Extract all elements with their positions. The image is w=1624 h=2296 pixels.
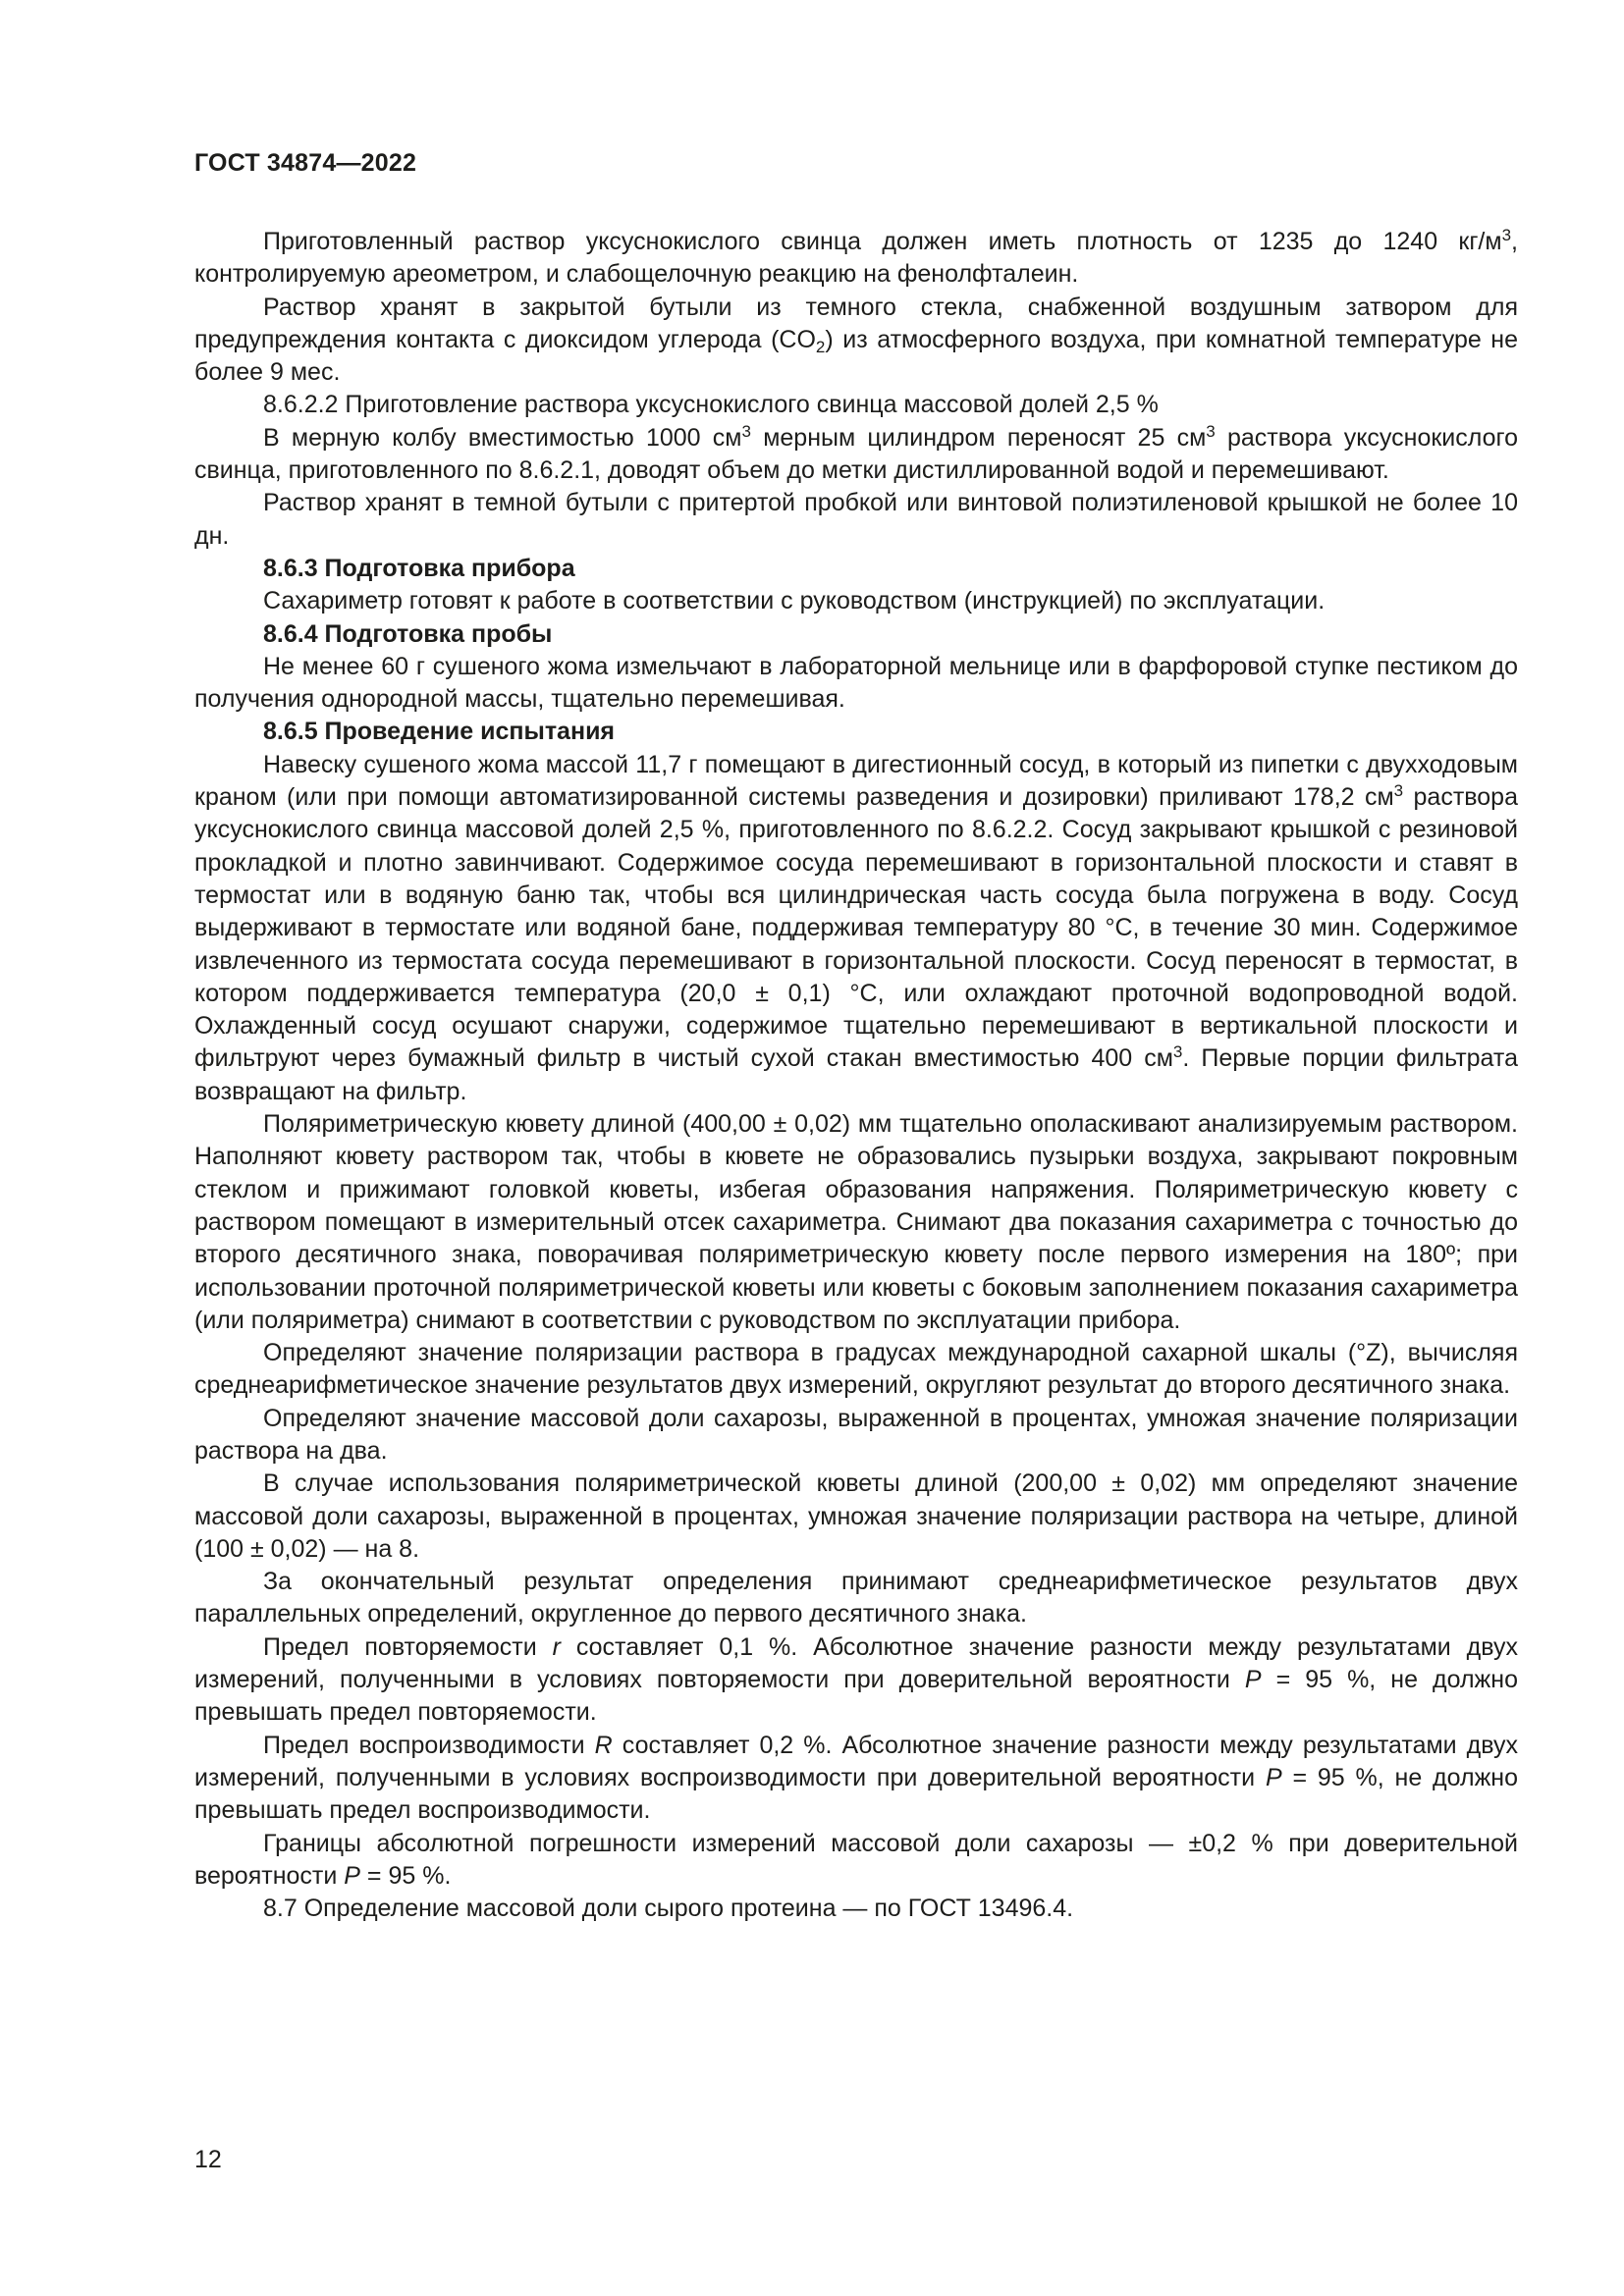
para-cuvette-200 — [194, 1468, 1518, 1566]
para-polarization-value — [194, 1337, 1518, 1403]
superscript: 3 — [1206, 421, 1216, 441]
text-run: составляет 0,1 %. Абсолютное значение разности между результатами двух измерений, полученными в условиях повторяемости при доверительной вероятности — [194, 1632, 1518, 1694]
italic-symbol: P — [344, 1861, 360, 1890]
superscript: 3 — [1172, 1042, 1183, 1062]
text-run: Границы абсолютной погрешности измерений массовой доли сахарозы — ±0,2 % при доверительной вероятности — [194, 1829, 1518, 1890]
para-error-bounds — [194, 1828, 1518, 1894]
para-8-6-2-2-body — [194, 422, 1518, 488]
para-final-result — [194, 1566, 1518, 1631]
heading-8-6-4 — [194, 618, 1518, 651]
para-polarimeter-cuvette — [194, 1108, 1518, 1337]
text-run: Навеску сушеного жома массой 11,7 г помещают в дигестионный сосуд, в который из пипетки с двухходовым краном (или при помощи автоматизированной системы разведения и дозировки) приливают 178,2 см — [194, 750, 1518, 812]
text-run: мерным цилиндром переносят 25 см — [750, 423, 1207, 452]
para-storage-1 — [194, 292, 1518, 390]
text-run: раствора уксуснокислого свинца, приготовленного по 8.6.2.1, доводят объем до метки дистиллированной водой и перемешивают. — [194, 423, 1518, 485]
para-8-7 — [194, 1893, 1518, 1925]
text-run: В случае использования поляриметрической кюветы длиной (200,00 ± 0,02) мм определяют значение массовой доли сахарозы, выраженной в процентах, умножая значение поляризации раствора на четыре, длиной (100 ± 0,02) — на 8. — [194, 1469, 1518, 1563]
text-run: Приготовленный раствор уксуснокислого свинца должен иметь плотность от 1235 до 1240 кг/м — [263, 228, 1502, 255]
subscript: 2 — [815, 337, 826, 356]
text-run: 8.6.5 Проведение испытания — [263, 718, 616, 746]
italic-symbol: R — [594, 1731, 613, 1759]
text-run: ) из атмосферного воздуха, при комнатной температуре не более 9 мес. — [194, 325, 1518, 387]
text-run: составляет 0,2 %. Абсолютное значение разности между результатами двух измерений, полученными в условиях воспроизводимости при доверительной вероятности — [194, 1731, 1518, 1791]
para-storage-2 — [194, 487, 1518, 553]
text-run: Не менее 60 г сушеного жома измельчают в лабораторной мельнице или в фарфоровой ступке пестиком до получения однородной массы, тщательно перемешивая. — [194, 652, 1518, 714]
para-solution-density — [194, 226, 1518, 292]
text-run: Сахариметр готовят к работе в соответствии с руководством (инструкцией) по эксплуатации. — [263, 587, 1326, 615]
text-run: Раствор хранят в закрытой бутыли из темного стекла, снабженной воздушным затвором для предупреждения контакта с диоксидом углерода (CO — [194, 293, 1518, 353]
italic-symbol: P — [1244, 1666, 1262, 1694]
text-run: 8.6.2.2 Приготовление раствора уксуснокислого свинца массовой долей 2,5 % — [263, 391, 1159, 419]
text-run: 8.7 Определение массовой доли сырого протеина — по ГОСТ 13496.4. — [263, 1895, 1074, 1923]
text-run: Поляриметрическую кювету длиной (400,00 ± 0,02) мм тщательно ополаскивают анализируемым раствором. Наполняют кювету раствором так, чтобы в кювете не образовались пузырьки воздуха, закрывают покровным стеклом и прижимают головкой кюветы, избегая образования напряжения. Поляриметрическую кювету с раствором помещают в измерительный отсек сахариметра. Снимают два показания сахариметра с точностью до второго десятичного знака, поворачивая поляриметрическую кювету после первого измерения на 180º; при использовании проточной поляриметрической кюветы или кюветы с боковым заполнением показания сахариметра (или поляриметра) снимают в соответствии с руководством по эксплуатации прибора. — [194, 1110, 1518, 1334]
text-run: В мерную колбу вместимостью 1000 см — [263, 423, 742, 452]
para-repeatability — [194, 1631, 1518, 1730]
para-8-6-5-procedure — [194, 749, 1518, 1108]
para-8-6-3-body — [194, 585, 1518, 617]
superscript: 3 — [1393, 781, 1404, 801]
text-run: , контролируемую ареометром, и слабощелочную реакцию на фенолфталеин. — [194, 228, 1518, 289]
para-8-6-4-body — [194, 651, 1518, 717]
heading-8-6-3 — [194, 553, 1518, 585]
superscript: 3 — [741, 421, 751, 441]
italic-symbol: P — [1265, 1763, 1282, 1791]
italic-symbol: r — [552, 1632, 561, 1661]
text-run: Определяют значение массовой доли сахарозы, выраженной в процентах, умножая значение поляризации раствора на два. — [194, 1404, 1518, 1465]
heading-8-6-5 — [194, 716, 1518, 748]
page-number: 12 — [194, 2146, 222, 2173]
para-8-6-2-2-title — [194, 389, 1518, 421]
text-run: = 95 %, не должно превышать предел повторяемости. — [194, 1666, 1518, 1727]
text-run: = 95 %. — [359, 1861, 452, 1890]
text-run: 8.6.4 Подготовка пробы — [263, 619, 553, 648]
text-run: Определяют значение поляризации раствора в градусах международной сахарной шкалы (°Z), вычисляя среднеарифметическое значение результатов двух измерений, округляют результат до второго десятичного знака. — [194, 1339, 1518, 1400]
text-run: 8.6.3 Подготовка прибора — [263, 554, 575, 582]
text-run: Предел повторяемости — [263, 1632, 553, 1661]
text-run: . Первые порции фильтрата возвращают на фильтр. — [194, 1044, 1518, 1105]
text-run: За окончательный результат определения принимают среднеарифметическое результатов двух параллельных определений, округленное до первого десятичного знака. — [194, 1568, 1518, 1629]
text-run: Раствор хранят в темной бутыли с притертой пробкой или винтовой полиэтиленовой крышкой не более 10 дн. — [194, 489, 1518, 550]
para-sucrose-fraction — [194, 1403, 1518, 1468]
document-code: ГОСТ 34874—2022 — [194, 149, 417, 177]
text-run: = 95 %, не должно превышать предел воспроизводимости. — [194, 1763, 1519, 1825]
text-run: раствора уксуснокислого свинца массовой долей 2,5 %, приготовленного по 8.6.2.2. Сосуд закрывают крышкой с резиновой прокладкой и плотно завинчивают. Содержимое сосуда перемешивают в горизонтальной плоскости и ставят в термостат или в водяную баню так, чтобы вся цилиндрическая часть сосуда была погружена в воду. Сосуд выдерживают в термостате или водяной бане, поддерживая температуру 80 °С, в течение 30 мин. Содержимое извлеченного из термостата сосуда перемешивают в горизонтальной плоскости. Сосуд переносят в термостат, в котором поддерживается температура (20,0 ± 0,1) °С, или охлаждают проточной водопроводной водой. Охлажденный сосуд осушают снаружи, содержимое тщательно перемешивают в вертикальной плоскости и фильтруют через бумажный фильтр в чистый сухой стакан вместимостью 400 см — [194, 783, 1518, 1073]
para-reproducibility — [194, 1730, 1518, 1828]
document-body — [194, 226, 1518, 1925]
superscript: 3 — [1501, 226, 1512, 244]
text-run: Предел воспроизводимости — [263, 1731, 595, 1759]
